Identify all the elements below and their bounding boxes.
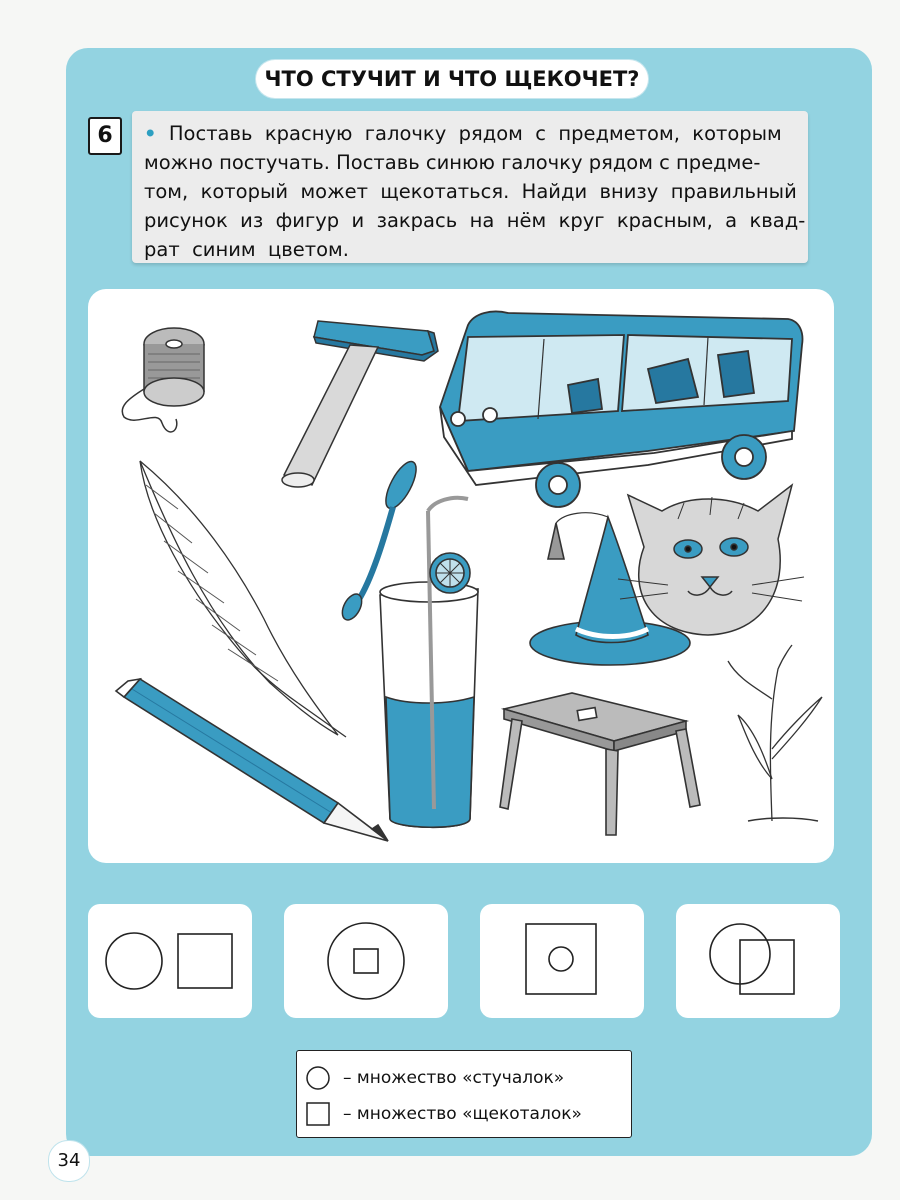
cat-icon[interactable] [618,485,804,635]
instruction-line-3: том, который может щекотаться. Найди внизу правильный [144,180,797,203]
task-number: 6 [88,117,122,155]
bullet-icon: • [144,122,157,145]
task-instructions [132,111,808,263]
set-circle-shape [328,923,404,999]
instruction-line-1: Поставь красную галочку рядом с предметом, которым [168,122,782,145]
set-circle-shape [106,933,162,989]
legend-circle-label: множество «стучалок» [356,1068,565,1088]
page-title: ЧТО СТУЧИТ И ЧТО ЩЕКОЧЕТ? [256,60,648,98]
instruction-line-2: можно постучать. Поставь синюю галочку рядом с предме- [144,151,761,174]
page-number: 34 [48,1140,90,1182]
set-circle-shape [549,947,573,971]
circle-icon [305,1065,331,1091]
option-circle-square-separate[interactable] [88,904,252,1018]
legend-dash: – [343,1104,352,1124]
set-square-shape [178,934,232,988]
set-square-shape [354,949,378,973]
hammer-icon[interactable] [282,321,438,487]
instruction-line-5: рат синим цветом. [144,238,349,261]
feather-icon[interactable] [140,461,346,737]
pencil-icon[interactable] [116,679,388,841]
legend-box [296,1050,632,1138]
set-square-shape [526,924,596,994]
bus-icon[interactable] [440,312,802,508]
objects-picture [88,289,834,863]
stool-icon[interactable] [500,693,700,835]
option-square-inside-circle[interactable] [284,904,448,1018]
legend-row-circle [305,1063,625,1093]
glass-icon[interactable] [380,498,478,828]
legend-row-square [305,1099,625,1129]
plant-icon[interactable] [728,645,822,821]
legend-square-label: множество «щекоталок» [356,1104,582,1124]
option-circle-inside-square[interactable] [480,904,644,1018]
legend-dash: – [343,1068,352,1088]
instruction-line-4: рисунок из фигур и закрась на нём круг красным, а квад- [144,209,806,232]
thread-spool-icon[interactable] [122,328,204,432]
square-icon [305,1101,331,1127]
instructions-text [144,119,824,264]
option-circle-square-overlap[interactable] [676,904,840,1018]
